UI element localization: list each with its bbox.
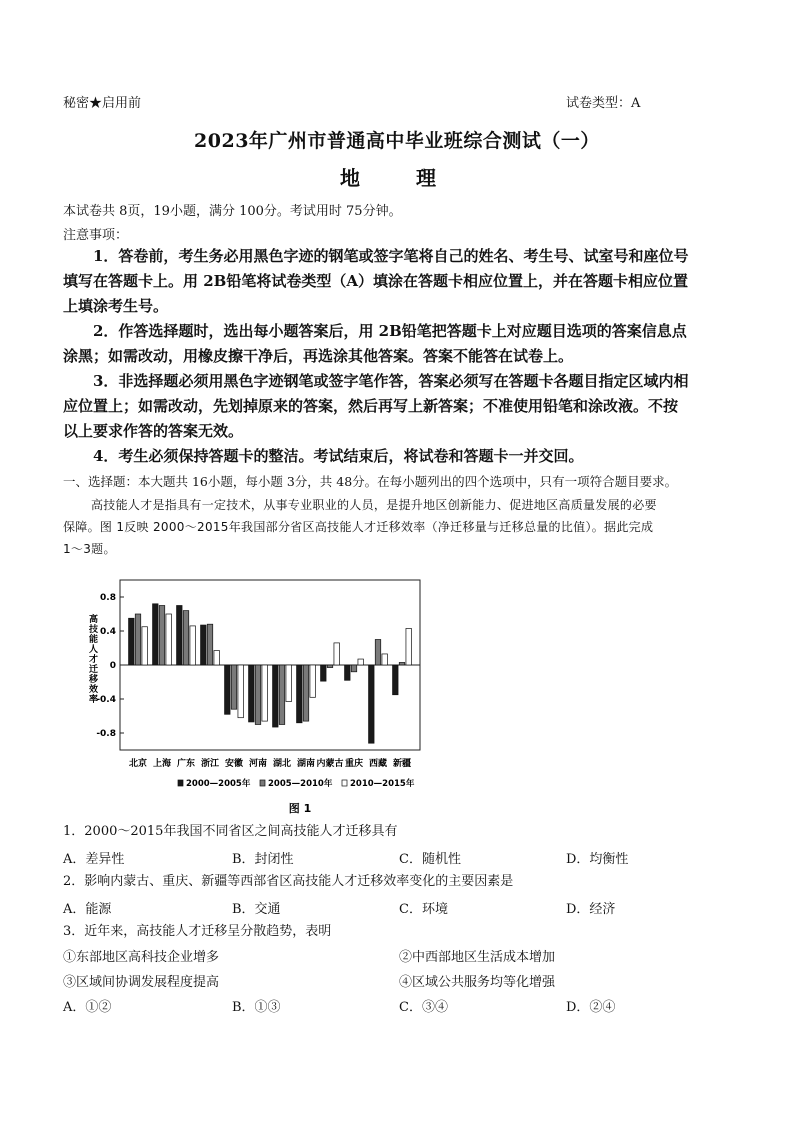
legend-swatch: [260, 780, 265, 786]
bar-新疆-1: [399, 662, 405, 665]
bar-重庆-0: [345, 665, 351, 680]
question-1-stem: 1．2000～2015年我国不同省区之间高技能人才迁移具有: [63, 824, 398, 839]
bar-西藏-1: [375, 640, 381, 666]
legend: [178, 778, 415, 789]
q3-option-b[interactable]: B．①③: [232, 1000, 281, 1015]
notice-3-line: 3．非选择题必须用黑色字迹钢笔或签字笔作答，答案必须写在答题卡各题目指定区域内相: [93, 372, 689, 390]
y-tick-label: 0: [109, 661, 116, 671]
bar-内蒙古-1: [327, 665, 333, 668]
bar-湖北-0: [273, 665, 279, 727]
paper-type: 试卷类型：A: [566, 96, 641, 111]
x-tick-label: 内蒙古: [316, 759, 344, 769]
x-tick-label: 上海: [152, 759, 172, 769]
x-tick-label: 浙江: [200, 759, 220, 769]
bar-内蒙古-2: [334, 643, 340, 665]
bar-安徽-0: [225, 665, 231, 714]
bar-河南-0: [249, 665, 255, 722]
y-tick-label: -0.8: [96, 729, 116, 739]
q3-statement-3: ③区域间协调发展程度提高: [63, 975, 220, 990]
bar-安徽-1: [231, 665, 237, 709]
notice-1-line: 上填涂考生号。: [63, 297, 169, 315]
bar-广东-0: [177, 606, 183, 666]
x-labels: [129, 757, 411, 769]
bar-安徽-2: [238, 665, 244, 718]
q2-option-d[interactable]: D．经济: [566, 902, 616, 917]
notice-label: 注意事项：: [63, 228, 129, 243]
notice-2-line: 2．作答选择题时，选出每小题答案后，用 2B铅笔把答题卡上对应题目选项的答案信息点: [93, 322, 687, 340]
bar-浙江-0: [201, 625, 207, 665]
section-heading: 一、选择题：本大题共 16小题，每小题 3分，共 48分。在每小题列出的四个选项中，只有一项符合题目要求。: [63, 474, 678, 489]
x-tick-label: 湖南: [296, 759, 316, 769]
x-tick-label: 新疆: [392, 759, 412, 769]
bar-重庆-1: [351, 665, 357, 672]
question-3-stem: 3．近年来，高技能人才迁移呈分散趋势，表明: [63, 924, 332, 939]
notice-1-line: 1．答卷前，考生务必用黑色字迹的钢笔或签字笔将自己的姓名、考生号、试室号和座位号: [93, 247, 689, 265]
bar-广东-2: [190, 626, 196, 665]
bar-重庆-2: [358, 659, 364, 665]
confidential-mark: 秘密★启用前: [63, 96, 142, 111]
q3-option-d[interactable]: D．②④: [566, 1000, 616, 1015]
legend-label: 2005—2010年: [268, 779, 333, 789]
legend-label: 2000—2005年: [186, 779, 251, 789]
bar-湖南-1: [303, 665, 309, 721]
chart-caption: 图 1: [288, 802, 312, 815]
bar-河南-2: [262, 665, 268, 721]
x-tick-label: 湖北: [272, 759, 292, 769]
subject-title: 地 理: [340, 166, 454, 190]
legend-swatch: [178, 780, 183, 786]
notice-3-line: 应位置上；如需改动，先划掉原来的答案，然后再写上新答案；不准使用铅笔和涂改液。不按: [63, 397, 679, 415]
notice-list: [63, 244, 743, 469]
bar-新疆-0: [393, 665, 399, 695]
q3-option-a[interactable]: A．①②: [63, 1000, 112, 1015]
bar-内蒙古-0: [321, 665, 327, 681]
q2-option-b[interactable]: B．交通: [232, 902, 281, 917]
notice-3-line: 以上要求作答的答案无效。: [63, 422, 244, 440]
legend-swatch: [342, 780, 347, 786]
bar-湖北-2: [286, 665, 292, 702]
y-tick-label: 0.4: [100, 627, 116, 637]
notice-1-line: 填写在答题卡上。用 2B铅笔将试卷类型（A）填涂在答题卡相应位置上，并在答题卡相应位置: [63, 272, 688, 290]
bar-西藏-2: [382, 654, 388, 665]
q1-option-b[interactable]: B．封闭性: [232, 852, 294, 867]
x-tick-label: 河南: [248, 759, 268, 769]
bar-上海-1: [159, 606, 165, 666]
q1-option-c[interactable]: C．随机性: [399, 852, 461, 867]
x-tick-label: 广东: [176, 759, 196, 769]
bar-湖北-1: [279, 665, 285, 725]
bar-湖南-0: [297, 665, 303, 723]
bar-北京-1: [135, 614, 141, 665]
q3-statement-4: ④区域公共服务均等化增强: [399, 975, 556, 990]
bar-广东-1: [183, 611, 189, 665]
y-tick-label: 0.8: [100, 593, 116, 603]
passage-line: 1～3题。: [63, 542, 116, 556]
bar-浙江-1: [207, 624, 213, 665]
q2-option-c[interactable]: C．环境: [399, 902, 448, 917]
q3-statement-1: ①东部地区高科技企业增多: [63, 950, 220, 965]
bar-湖南-2: [310, 665, 316, 697]
y-axis-label: 高技能人才迁移效率: [87, 614, 97, 704]
bar-新疆-2: [406, 628, 412, 665]
migration-efficiency-chart: [78, 572, 458, 820]
bar-北京-0: [129, 618, 135, 665]
x-tick-label: 安徽: [224, 759, 244, 769]
q3-option-c[interactable]: C．③④: [399, 1000, 448, 1015]
bar-上海-2: [166, 614, 172, 665]
bar-河南-1: [255, 665, 261, 725]
bar-浙江-2: [214, 651, 220, 665]
notice-2-line: 涂黑；如需改动，用橡皮擦干净后，再选涂其他答案。答案不能答在试卷上。: [63, 347, 574, 365]
y-tick-label: -0.4: [96, 695, 116, 705]
passage-line: 保障。图 1反映 2000～2015年我国部分省区高技能人才迁移效率（净迁移量与迁移总量的比值）。据此完成: [63, 520, 654, 534]
passage: [63, 494, 763, 560]
bar-group: [129, 604, 412, 743]
x-tick-label: 重庆: [344, 759, 364, 769]
question-2-stem: 2．影响内蒙古、重庆、新疆等西部省区高技能人才迁移效率变化的主要因素是: [63, 874, 514, 889]
x-tick-label: 北京: [128, 759, 148, 769]
bar-西藏-0: [369, 665, 375, 743]
q1-option-a[interactable]: A．差异性: [63, 852, 125, 867]
exam-title: 2023年广州市普通高中毕业班综合测试（一）: [194, 130, 600, 152]
bar-北京-2: [142, 627, 148, 665]
legend-label: 2010—2015年: [350, 779, 415, 789]
q2-option-a[interactable]: A．能源: [63, 902, 112, 917]
passage-line: 高技能人才是指具有一定技术，从事专业职业的人员，是提升地区创新能力、促进地区高质量发展的必要: [91, 498, 657, 512]
q1-option-d[interactable]: D．均衡性: [566, 852, 629, 867]
q3-statement-2: ②中西部地区生活成本增加: [399, 950, 556, 965]
x-tick-label: 西藏: [368, 759, 388, 769]
bar-上海-0: [153, 604, 159, 665]
notice-4-line: 4．考生必须保持答题卡的整洁。考试结束后，将试卷和答题卡一并交回。: [93, 447, 584, 465]
exam-info: 本试卷共 8页，19小题，满分 100分。考试用时 75分钟。: [63, 204, 402, 219]
